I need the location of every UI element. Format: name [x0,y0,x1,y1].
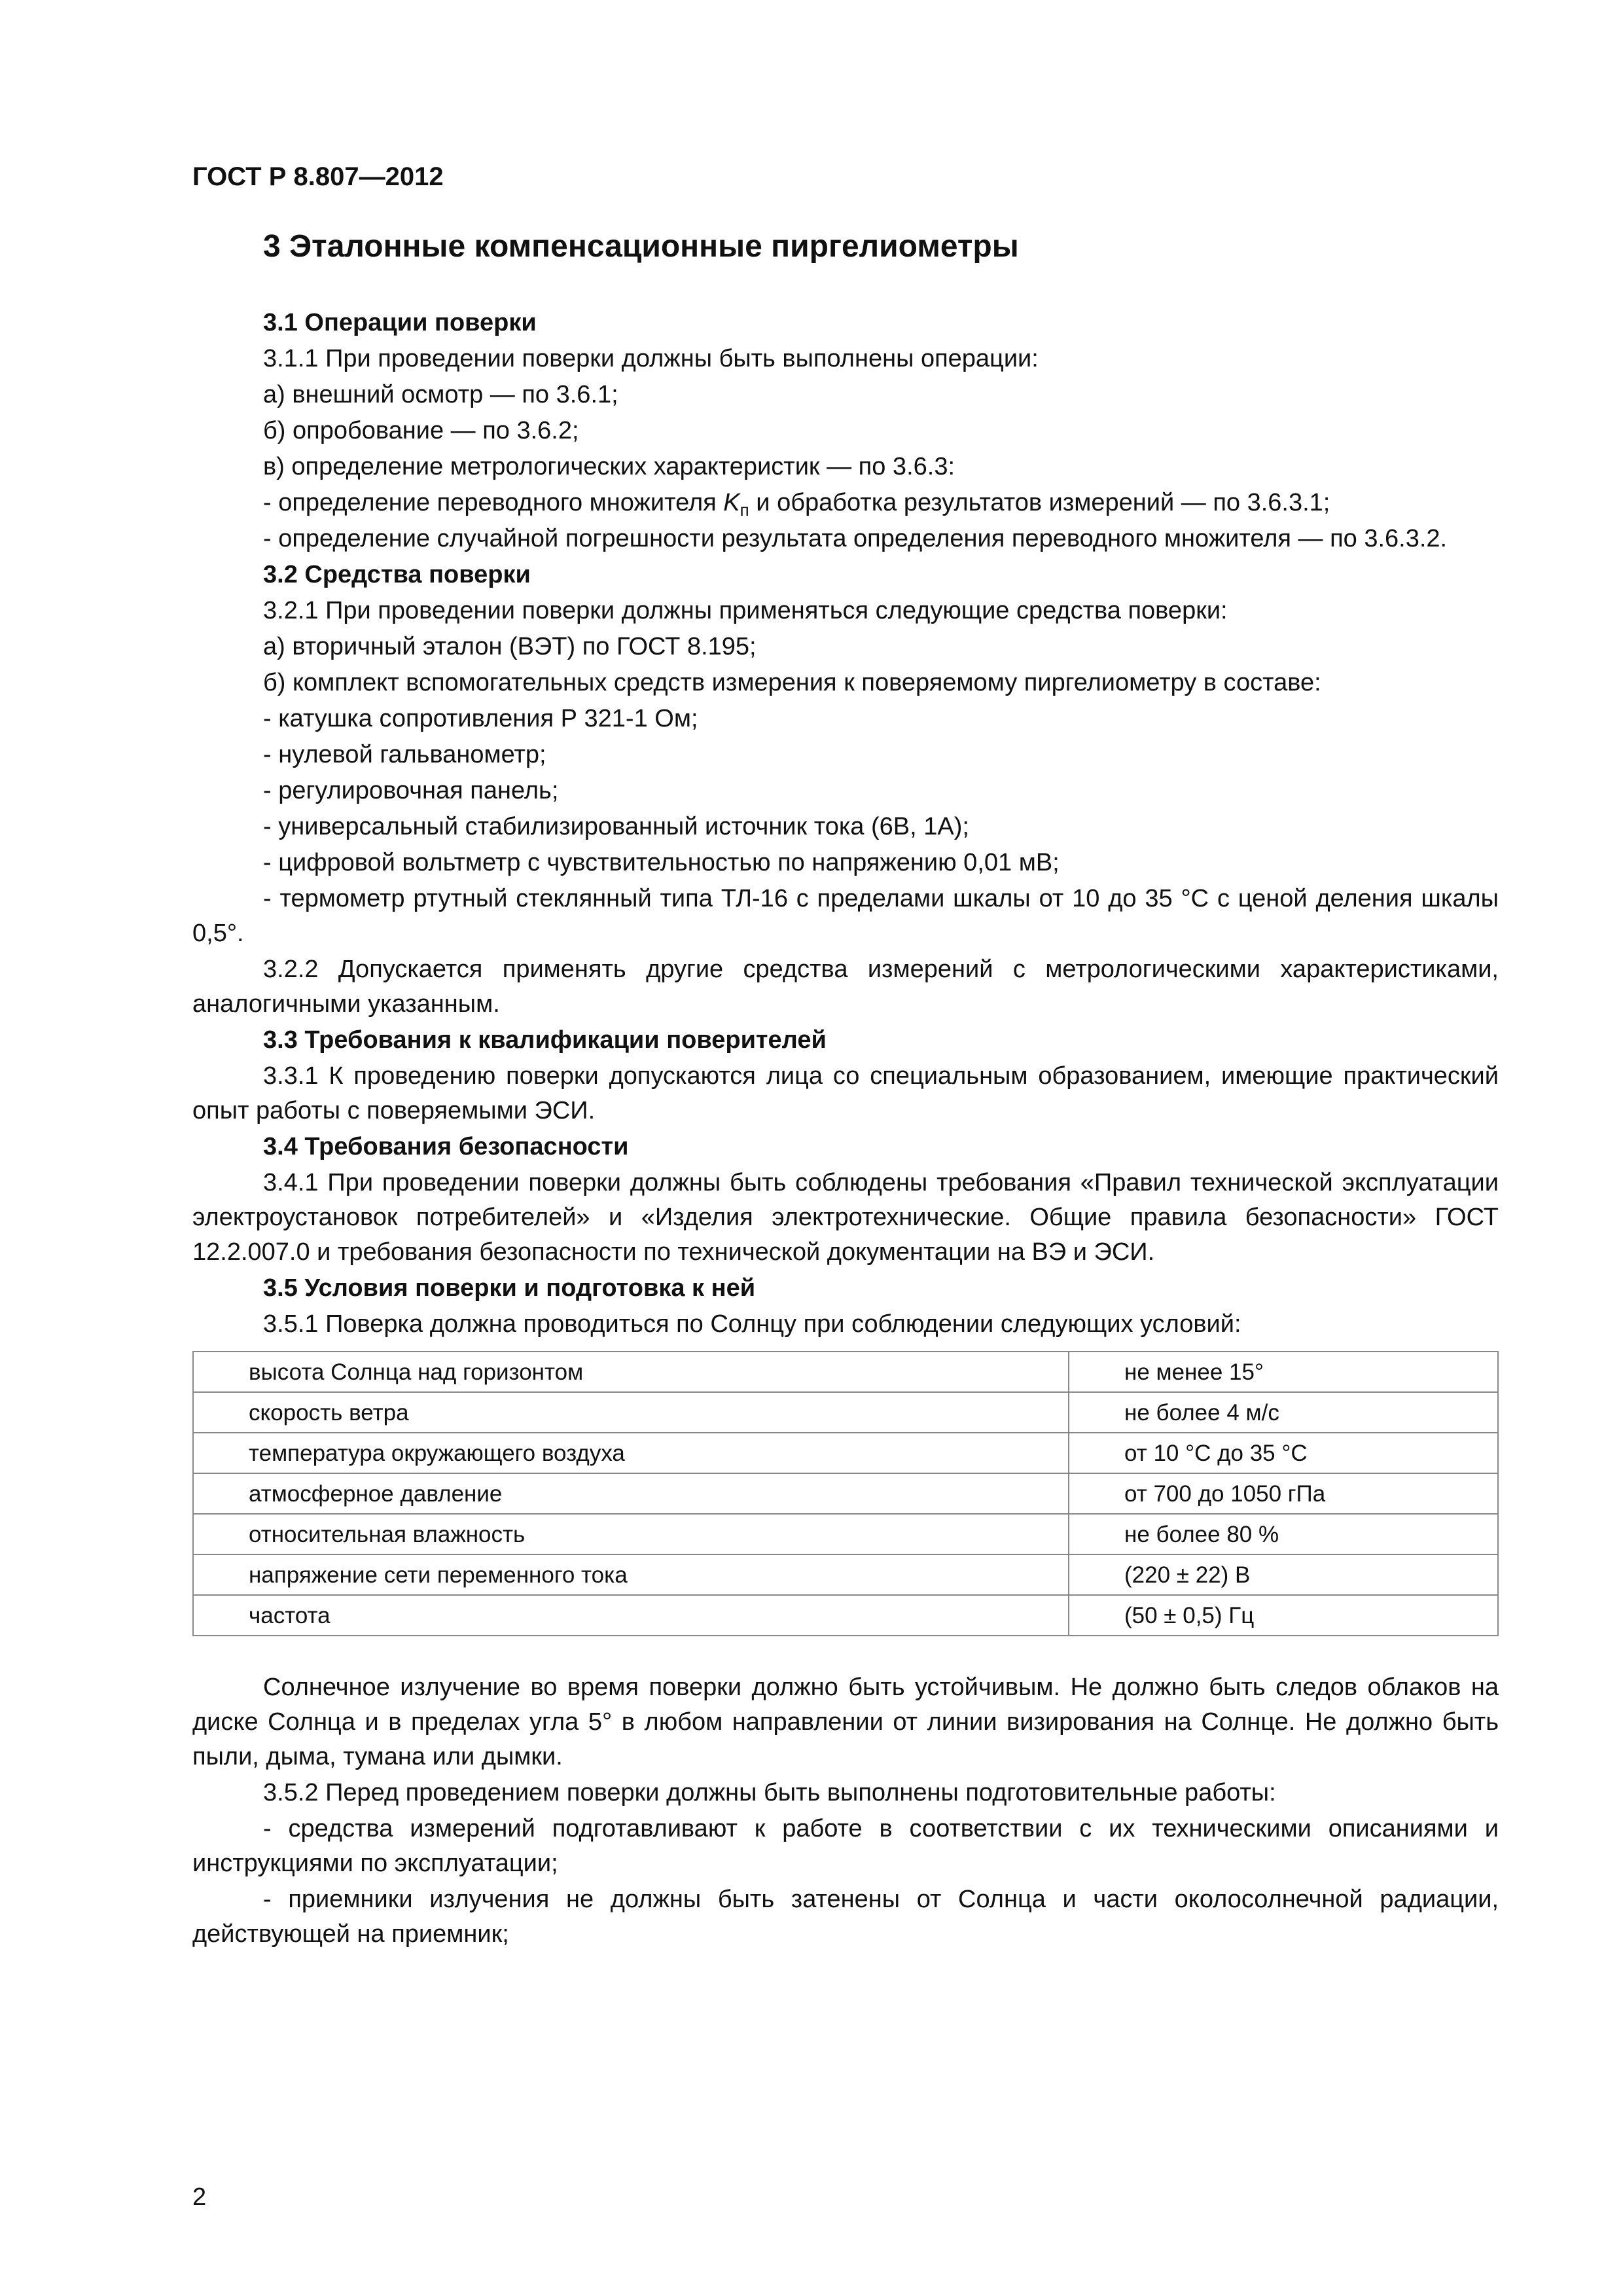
table-row [193,1392,1498,1433]
condition-value-cell: (50 ± 0,5) Гц [1069,1595,1498,1636]
condition-value-cell: не более 80 % [1069,1514,1498,1554]
condition-name-cell: напряжение сети переменного тока [193,1554,1069,1595]
symbol-k: K [723,489,740,516]
paragraph-3-3-1: 3.3.1 К проведению поверки допускаются лица со специальным образованием, имеющие практический опыт работы с поверяемыми ЭСИ. [192,1062,1499,1124]
subsection-title-3-4: 3.4 Требования безопасности [263,1133,629,1160]
list-item-dash-2: - определение случайной погрешности результата определения переводного множителя — по 3.6.3.2. [263,525,1448,552]
list-item-dash: - средства измерений подготавливают к работе в соответствии с их техническими описаниями и инструкциями по эксплуатации; [192,1815,1499,1877]
list-item-dash: - приемники излучения не должны быть затенены от Солнца и части околосолнечной радиации, действующей на приемник; [192,1886,1499,1948]
dash-1-text-pre: - определение переводного множителя [263,489,724,516]
condition-value-cell: не менее 15° [1069,1352,1498,1392]
subsection-title-3-5: 3.5 Условия поверки и подготовка к ней [263,1274,756,1302]
condition-value-cell: (220 ± 22) В [1069,1554,1498,1595]
condition-name-cell: относительная влажность [193,1514,1069,1554]
condition-name-cell: скорость ветра [193,1392,1069,1433]
document-body [192,229,1499,1953]
condition-value-cell: от 10 °С до 35 °С [1069,1433,1498,1473]
subsection-title-3-2: 3.2 Средства поверки [263,561,531,588]
list-item-dash: - термометр ртутный стеклянный типа ТЛ-16 с пределами шкалы от 10 до 35 °С с ценой деления шкалы 0,5°. [192,885,1499,947]
table-row [193,1514,1498,1554]
paragraph-solar-radiation: Солнечное излучение во время поверки должно быть устойчивым. Не должно быть следов облаков на диске Солнца и в пределах угла 5° в любом направлении от линии визирования на Солнце. Не должно быть пыли, дыма, тумана или дымки. [192,1674,1499,1770]
table-row [193,1352,1498,1392]
list-item-dash: - катушка сопротивления Р 321-1 Ом; [263,705,698,732]
list-item-a: а) вторичный эталон (ВЭТ) по ГОСТ 8.195; [263,633,757,660]
table-row [193,1433,1498,1473]
condition-name-cell: высота Солнца над горизонтом [193,1352,1069,1392]
paragraph-3-5-2: 3.5.2 Перед проведением поверки должны быть выполнены подготовительные работы: [263,1779,1276,1806]
subsection-title-3-3: 3.3 Требования к квалификации поверителей [263,1026,827,1054]
paragraph-3-2-1: 3.2.1 При проведении поверки должны применяться следующие средства поверки: [263,597,1228,624]
condition-name-cell: частота [193,1595,1069,1636]
list-item-dash-1 [192,486,1499,520]
paragraph-3-1-1: 3.1.1 При проведении поверки должны быть выполнены операции: [263,345,1039,372]
paragraph-3-2-2: 3.2.2 Допускается применять другие средства измерений с метрологическими характеристиками, аналогичными указанным. [192,956,1499,1018]
list-item-b: б) комплект вспомогательных средств измерения к поверяемому пиргелиометру в составе: [263,669,1321,696]
section-title: 3 Эталонные компенсационные пиргелиометры [263,229,1019,264]
list-item-dash: - нулевой гальванометр; [263,741,546,768]
condition-value-cell: не более 4 м/с [1069,1392,1498,1433]
table-row [193,1473,1498,1514]
list-item-b: б) опробование — по 3.6.2; [263,417,579,444]
document-code-header: ГОСТ Р 8.807—2012 [192,162,444,191]
list-item-dash: - универсальный стабилизированный источник тока (6В, 1А); [263,813,969,840]
symbol-k-subscript: п [740,500,749,520]
paragraph-3-4-1: 3.4.1 При проведении поверки должны быть соблюдены требования «Правил технической эксплуатации электроустановок потребителей» и «Изделия электротехнические. Общие правила безопасности» ГОСТ 12.2.007.0 и требования безопасности по технической документации на ВЭ и ЭСИ. [192,1169,1499,1266]
list-item-a: а) внешний осмотр — по 3.6.1; [263,381,618,408]
condition-name-cell: температура окружающего воздуха [193,1433,1069,1473]
page-number: 2 [192,2183,207,2211]
condition-name-cell: атмосферное давление [193,1473,1069,1514]
table-row [193,1595,1498,1636]
subsection-title-3-1: 3.1 Операции поверки [263,309,537,336]
dash-1-text-post: и обработка результатов измерений — по 3.6.3.1; [749,489,1330,516]
list-item-v: в) определение метрологических характеристик — по 3.6.3: [263,453,955,480]
table-row [193,1554,1498,1595]
list-item-dash: - регулировочная панель; [263,777,559,804]
paragraph-3-5-1: 3.5.1 Поверка должна проводиться по Солнцу при соблюдении следующих условий: [263,1310,1241,1338]
condition-value-cell: от 700 до 1050 гПа [1069,1473,1498,1514]
conditions-table [192,1351,1499,1636]
list-item-dash: - цифровой вольтметр с чувствительностью по напряжению 0,01 мВ; [263,849,1060,876]
